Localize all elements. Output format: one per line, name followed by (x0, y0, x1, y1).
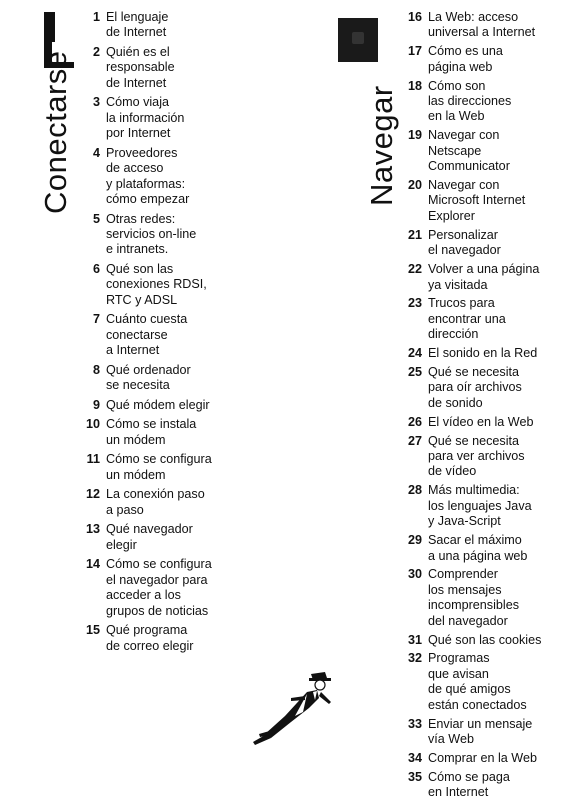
toc-item-title: Volver a una página ya visitada (428, 262, 540, 292)
toc-item-number: 10 (85, 417, 100, 432)
toc-item-title: Qué son las cookies (428, 632, 542, 647)
toc-item-number: 19 (407, 128, 422, 143)
toc-item-title: Cómo se configura el navegador para acceder a los grupos de noticias (106, 557, 212, 618)
toc-item-number: 13 (85, 522, 100, 537)
toc-item (78, 312, 238, 358)
toc-item-title: El vídeo en la Web (428, 414, 534, 429)
toc-item-title: Personalizar el navegador (428, 227, 501, 258)
toc-item-number: 32 (407, 651, 422, 666)
toc-item-number: 4 (92, 145, 100, 160)
toc-item-title: Otras redes: servicios on-line e intranets. (106, 211, 197, 257)
toc-item-title: Cuánto cuesta conectarse a Internet (106, 312, 188, 358)
toc-item (78, 398, 238, 413)
toc-item-number: 25 (407, 365, 422, 380)
toc-item-number: 5 (92, 211, 100, 226)
toc-item-number: 3 (92, 95, 100, 110)
toc-item-number: 22 (407, 262, 422, 277)
toc-item (78, 45, 238, 91)
toc-item (78, 363, 238, 394)
toc-item (400, 633, 565, 648)
section-marker-right (338, 18, 378, 62)
toc-item-title: Cómo viaja la información por Internet (106, 95, 185, 141)
toc-item-title: Navegar con Netscape Communicator (428, 128, 510, 174)
section-title-conectarse: Conectarse (38, 50, 73, 214)
toc-item-number: 28 (407, 483, 422, 498)
toc-item-title: El sonido en la Red (428, 346, 538, 361)
toc-item-number: 33 (407, 716, 422, 731)
toc-item-number: 20 (407, 178, 422, 193)
flying-businessman-illustration (245, 668, 345, 753)
toc-item-number: 21 (407, 227, 422, 242)
toc-item (78, 417, 238, 448)
toc-item-title: Qué programa de correo elegir (106, 623, 194, 653)
toc-item-number: 15 (85, 623, 100, 638)
toc-item (400, 178, 565, 224)
toc-item (400, 717, 565, 748)
toc-item-number: 16 (407, 10, 422, 24)
toc-item-number: 12 (85, 487, 100, 502)
section-title-navegar: Navegar (364, 85, 399, 206)
toc-item (78, 452, 238, 483)
toc-item (78, 212, 238, 258)
toc-item (400, 770, 565, 801)
toc-item (400, 483, 565, 529)
toc-item (400, 346, 565, 361)
toc-item (400, 651, 565, 713)
toc-item (400, 567, 565, 629)
toc-item-number: 6 (92, 262, 100, 277)
toc-item-title: Qué son las conexiones RDSI, RTC y ADSL (106, 262, 207, 307)
toc-item-title: Qué se necesita para ver archivos de vídeo (428, 433, 525, 479)
toc-item-title: Proveedores de acceso y plataformas: cómo empezar (106, 145, 190, 207)
toc-item (400, 228, 565, 259)
toc-item (400, 415, 565, 430)
toc-item (78, 522, 238, 553)
toc-item-number: 29 (407, 533, 422, 548)
toc-item-title: Comprar en la Web (428, 750, 537, 765)
toc-item-title: Quién es el responsable de Internet (106, 45, 175, 90)
toc-item-title: Programas que avisan de qué amigos están conectados (428, 651, 527, 712)
toc-item-title: Qué navegador elegir (106, 522, 193, 552)
toc-item-number: 34 (407, 750, 422, 765)
toc-item-number: 35 (407, 769, 422, 784)
toc-item-title: Qué se necesita para oír archivos de sonido (428, 365, 522, 410)
toc-item-number: 17 (407, 44, 422, 59)
toc-item (400, 533, 565, 564)
toc-item (78, 95, 238, 141)
toc-item (78, 10, 238, 41)
toc-item-number: 23 (407, 296, 422, 311)
toc-item-number: 7 (92, 312, 100, 327)
toc-item-title: Sacar el máximo a una página web (428, 533, 528, 563)
toc-item (400, 10, 565, 41)
toc-item (78, 262, 238, 308)
toc-item (400, 128, 565, 174)
toc-item (400, 296, 565, 342)
toc-item (78, 146, 238, 208)
toc-item-title: Cómo se paga en Internet (428, 769, 510, 800)
toc-item-title: La Web: acceso universal a Internet (428, 10, 536, 40)
toc-item-number: 14 (85, 557, 100, 572)
toc-item-title: Navegar con Microsoft Internet Explorer (428, 178, 526, 223)
toc-item-title: Trucos para encontrar una dirección (428, 296, 506, 342)
toc-item (400, 434, 565, 480)
toc-list-navegar (400, 10, 565, 804)
toc-item (400, 365, 565, 411)
toc-item-number: 11 (86, 452, 100, 467)
toc-item (400, 262, 565, 293)
toc-item-title: Cómo es una página web (428, 44, 503, 74)
toc-item-number: 26 (407, 414, 422, 429)
toc-item-number: 9 (92, 397, 100, 412)
toc-item-number: 8 (92, 362, 100, 377)
toc-item-number: 1 (92, 10, 100, 24)
toc-item-title: Cómo son las direcciones en la Web (428, 78, 512, 124)
toc-item-title: Cómo se configura un módem (106, 452, 212, 482)
toc-item-number: 24 (407, 346, 422, 361)
toc-item (400, 751, 565, 766)
toc-item-title: El lenguaje de Internet (106, 10, 169, 40)
toc-item-title: Comprender los mensajes incomprensibles del navegador (428, 567, 519, 628)
toc-item-number: 18 (407, 78, 422, 93)
toc-item (400, 79, 565, 125)
toc-item-title: Más multimedia: los lenguajes Java y Java-Script (428, 483, 532, 529)
toc-list-conectarse (78, 10, 238, 658)
toc-item-title: Enviar un mensaje vía Web (428, 716, 533, 746)
toc-item (78, 487, 238, 518)
toc-item (78, 557, 238, 619)
toc-item-title: Qué ordenador se necesita (106, 362, 191, 393)
toc-item-number: 30 (407, 567, 422, 582)
toc-item-number: 27 (407, 433, 422, 448)
toc-item-number: 31 (407, 632, 422, 647)
toc-item-title: Qué módem elegir (106, 397, 210, 412)
toc-item (400, 44, 565, 75)
toc-item-title: Cómo se instala un módem (106, 417, 197, 447)
toc-item-title: La conexión paso a paso (106, 487, 205, 517)
toc-item-number: 2 (92, 45, 100, 59)
toc-item (78, 623, 238, 654)
